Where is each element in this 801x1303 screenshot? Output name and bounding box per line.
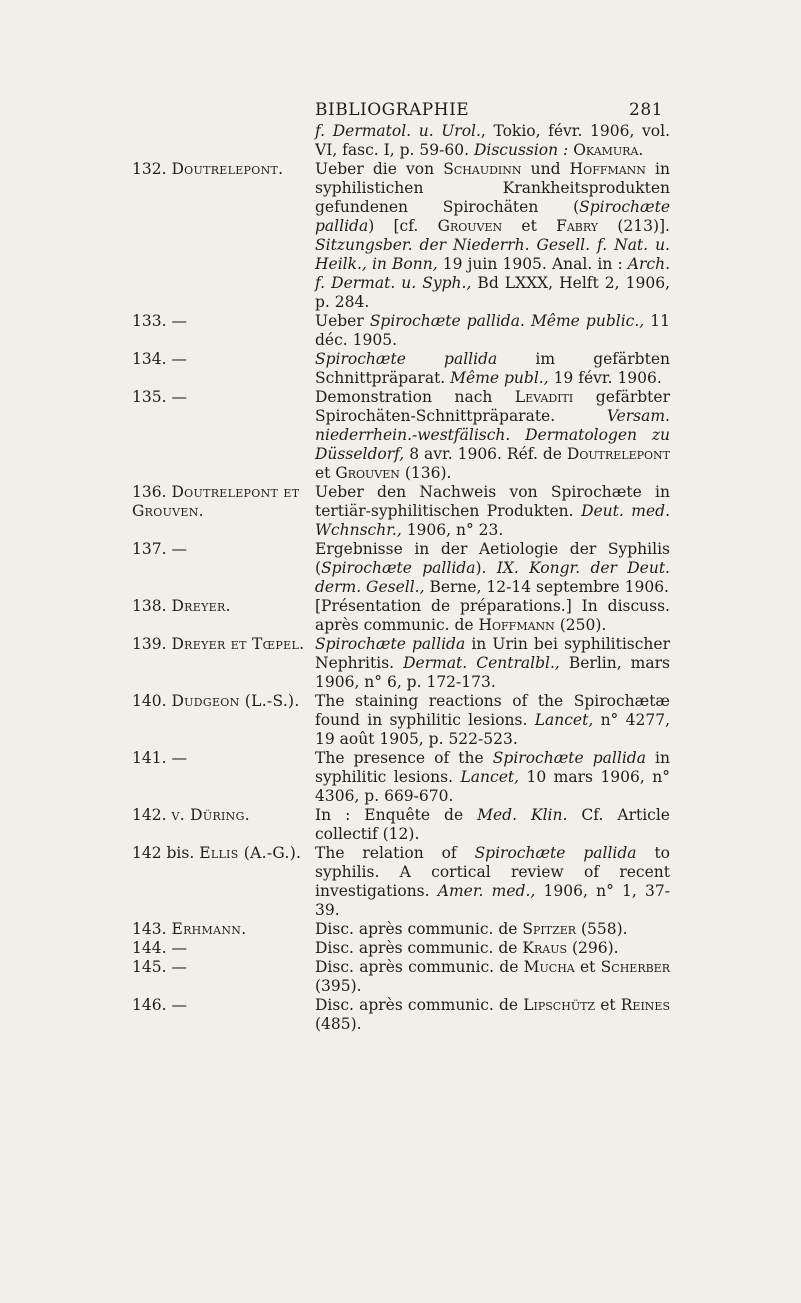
text-segment: et [502,217,557,235]
entry-author: Dreyer. [171,597,231,615]
text-segment: Disc. après communic. de [315,958,524,976]
entry-author: Dreyer et Tœpel. [171,635,305,653]
text-segment: Amer. med., [437,882,536,900]
text-segment: Grouven [437,217,503,235]
text-segment: (558). [576,920,628,938]
entry-number: 146. [132,996,167,1014]
text-segment: Ergebnisse in der Aetiologie der Syphilis ( [315,540,670,577]
text-segment: (485). [315,1015,362,1033]
entry-number-author [132,312,310,331]
entry-number-author [132,939,310,958]
entry-author: Ellis (A.-G.). [199,844,302,862]
entry-number-author [132,692,310,711]
bibliography-entry [0,160,801,312]
text-segment: Berlin, mars 1906, n° 6, p. 172-173. [315,654,670,691]
entry-text [315,939,670,958]
text-segment: Cf. Article collectif (12). [315,806,670,843]
bibliography-entry [0,635,801,692]
text-segment: Ueber den Nachweis von Spirochæte in tertiär-syphilitischen Produkten. [315,483,670,520]
text-segment: Ueber [315,312,370,330]
entry-number-author [132,958,310,977]
entry-number-author [132,749,310,768]
text-segment: Spirochæte pallida [474,844,637,862]
entry-number: 139. [132,635,167,653]
text-segment: in syphilistichen Krankheitsprodukten gefundenen Spirochäten ( [315,160,670,216]
entry-text [315,350,670,388]
text-segment: Deut. med. Wchnschr., [315,502,670,539]
text-segment: Spirochæte pallida [315,198,670,235]
entry-text [315,844,670,920]
text-segment: ) [cf. [368,217,438,235]
entry-number: 135. [132,388,167,406]
text-segment: Spirochæte pallida [315,350,498,368]
bibliography-entry [0,920,801,939]
entry-number-author [132,540,310,559]
entry-author: — [171,958,188,976]
text-segment: Lancet, [460,768,520,786]
bibliography-entry [0,483,801,540]
entry-author: — [171,312,188,330]
entry-number: 134. [132,350,167,368]
page-number: 281 [629,100,663,120]
entry-number: 143. [132,920,167,938]
entry-text [315,540,670,597]
text-segment: 1906, n° 1, 37-39. [315,882,670,919]
text-segment: Scherber [600,958,670,976]
bibliography-entry [0,939,801,958]
text-segment: Hoffmann [478,616,555,634]
running-title: BIBLIOGRAPHIE [315,100,470,120]
entry-author: Doutrelepont. [171,160,284,178]
entry-number-author [132,635,310,654]
text-segment: Lipschütz [523,996,596,1014]
text-segment: Lancet, [534,711,594,729]
entry-text [315,920,670,939]
bibliography-entry [0,388,801,483]
text-segment: Bd LXXX, Helft 2, 1906, p. 284. [315,274,671,311]
entry-author: — [171,939,188,957]
bibliography-entry [0,122,801,160]
text-segment: et [574,958,601,976]
text-segment: Reines [620,996,671,1014]
entry-number: 137. [132,540,167,558]
entry-number-author [132,806,310,825]
entry-number: 136. [132,483,167,501]
text-segment: Arch. f. Dermat. u. Syph., [315,255,670,292]
entry-author: — [171,540,188,558]
bibliography-list [0,122,801,1034]
text-segment: (395). [315,977,362,995]
text-segment: In : Enquête de [315,806,478,824]
entry-text [315,312,670,350]
text-segment: Demonstration nach [315,388,515,406]
text-segment: (296). [567,939,619,957]
entry-author: — [171,749,188,767]
text-segment: 10 mars 1906, n° 4306, p. 669-670. [315,768,671,805]
entry-text [315,597,670,635]
entry-author: — [171,350,188,368]
entry-text [315,996,670,1034]
text-segment: Schaudinn [443,160,522,178]
bibliography-entry [0,692,801,749]
entry-number: 141. [132,749,167,767]
entry-text [315,160,670,312]
text-segment: Sitzungsber. der Niederrh. Gesell. f. Nat. u. Heilk., in Bonn, [315,236,670,273]
text-segment: Mucha [523,958,575,976]
bibliography-entry [0,540,801,597]
text-segment: (213)]. [598,217,670,235]
entry-number-author [132,388,310,407]
entry-number-author [132,597,310,616]
entry-author: — [171,388,188,406]
entry-author: Doutrelepont et Grouven. [132,483,300,520]
text-segment: The relation of [315,844,475,862]
entry-number: 132. [132,160,167,178]
entry-number-author [132,920,310,939]
entry-author: v. Düring. [171,806,250,824]
text-segment: Spirochæte pallida. Même public., [369,312,645,330]
text-segment: IX. Kongr. der Deut. derm. Gesell., [315,559,670,596]
text-segment: Disc. après communic. de [315,920,523,938]
bibliography-entry [0,597,801,635]
text-segment: 1906, n° 23. [401,521,504,539]
text-segment: in syphilitic lesions. [315,749,671,786]
entry-text [315,806,670,844]
entry-author: — [171,996,188,1014]
bibliography-entry [0,806,801,844]
entry-number: 142 bis. [132,844,195,862]
text-segment: Versam. niederrhein.-westfälisch. Dermatologen zu Düsseldorf, [315,407,670,463]
text-segment: 8 avr. 1906. Réf. de [404,445,567,463]
entry-number-author [132,160,310,179]
entry-text [315,635,670,692]
text-segment: Spirochæte pallida [492,749,646,767]
text-segment: Okamura. [573,141,644,159]
entry-text [315,958,670,996]
bibliography-entry [0,749,801,806]
text-segment: Spirochæte pallida [321,559,476,577]
bibliography-entry [0,996,801,1034]
text-segment: Hoffmann [569,160,646,178]
text-segment: gefärbter Spirochäten-Schnittpräparate. [315,388,670,425]
entry-number: 145. [132,958,167,976]
entry-number-author [132,350,310,369]
text-segment: Berne, 12-14 septembre 1906. [424,578,669,596]
entry-number: 133. [132,312,167,330]
entry-number-author [132,844,310,863]
entry-number: 140. [132,692,167,710]
text-segment: Doutrelepont [566,445,670,463]
text-segment: Disc. après communic. de [315,939,523,957]
text-segment: Spitzer [522,920,577,938]
bibliography-entry [0,350,801,388]
text-segment: [Présentation de préparations.] In discuss. après communic. de [315,597,670,634]
text-segment: Ueber die von [315,160,444,178]
text-segment: 19 févr. 1906. [548,369,662,387]
entry-text [315,692,670,749]
text-segment: ). [475,559,497,577]
entry-text [315,122,670,160]
bibliography-entry [0,844,801,920]
entry-number-author [132,996,310,1015]
text-segment: n° 4277, 19 août 1905, p. 522-523. [315,711,670,748]
entry-number: 142. [132,806,167,824]
text-segment: 11 déc. 1905. [315,312,670,349]
text-segment: f. Dermatol. u. Urol. [315,122,481,140]
entry-text [315,388,670,483]
entry-text [315,749,670,806]
text-segment: The staining reactions of the Spirochætæ found in syphilitic lesions. [315,692,670,729]
text-segment: Discussion : [473,141,569,159]
entry-number-author [132,483,310,521]
bibliography-entry [0,958,801,996]
text-segment: im gefärbten Schnittpräparat. [315,350,670,387]
text-segment: Grouven [335,464,400,482]
text-segment: Fabry [556,217,599,235]
text-segment: (250). [554,616,607,634]
text-segment: Disc. après communic. de [315,996,524,1014]
text-segment: , Tokio, févr. 1906, vol. VI, fasc. I, p. 59-60. [315,122,670,159]
text-segment: Kraus [522,939,568,957]
text-segment: Med. Klin. [477,806,568,824]
text-segment: 19 juin 1905. Anal. in : [437,255,628,273]
text-segment: Dermat. Centralbl., [403,654,560,672]
entry-number: 138. [132,597,167,615]
text-segment: The presence of the [315,749,493,767]
entry-number: 144. [132,939,167,957]
text-segment: Spirochæte pallida [315,635,466,653]
text-segment: Même publ., [450,369,549,387]
text-segment: Levaditi [514,388,574,406]
text-segment: et [595,996,621,1014]
text-segment: in Urin bei syphilitischer Nephritis. [315,635,670,672]
text-segment: et [315,464,336,482]
entry-text [315,483,670,540]
entry-author: Dudgeon (L.-S.). [171,692,300,710]
text-segment: (136). [399,464,452,482]
text-segment: und [521,160,570,178]
text-segment: to syphilis. A cortical review of recent investigations. [315,844,671,900]
bibliography-entry [0,312,801,350]
entry-author: Erhmann. [171,920,247,938]
